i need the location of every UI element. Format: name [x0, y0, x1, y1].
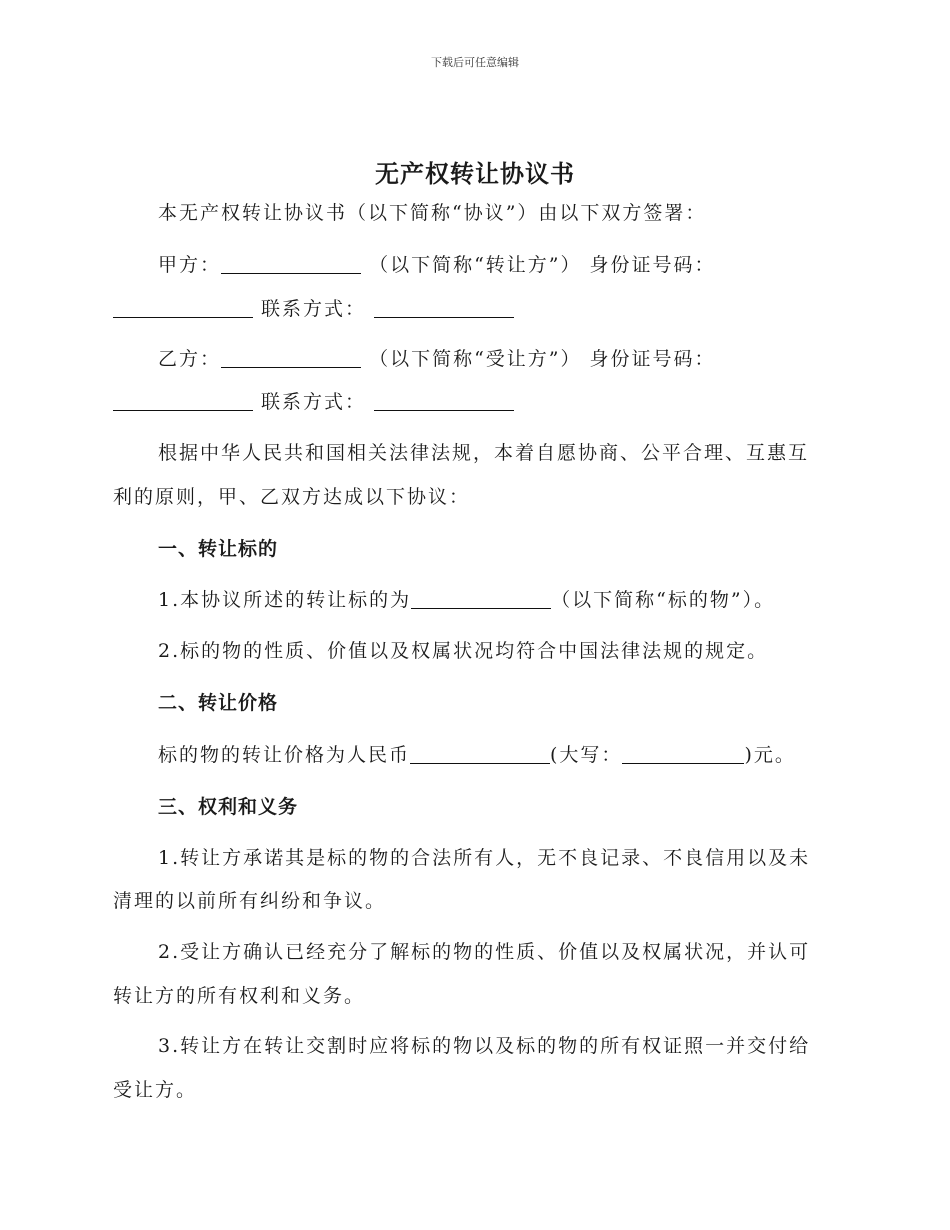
section-3-item-3-line-1: 3.转让方在转让交割时应将标的物以及标的物的所有权证照一并交付给 [158, 1035, 811, 1057]
price-unit: )元。 [744, 744, 796, 766]
section-1-item-1-alias: （以下简称“标的物”）。 [551, 589, 776, 611]
party-a-alias: （以下简称“转让方”） [369, 254, 582, 276]
party-a-contact-blank[interactable] [374, 298, 514, 318]
party-b-label: 乙方： [158, 348, 222, 370]
section-1-item-1-text: 1.本协议所述的转让标的为 [158, 589, 412, 611]
party-b-alias: （以下简称“受让方”） [369, 348, 582, 370]
section-3-item-3-line-2: 受让方。 [113, 1079, 198, 1101]
party-a-id-blank[interactable] [113, 298, 253, 318]
party-b-line [158, 344, 716, 371]
party-a-line [158, 250, 716, 277]
section-2-price-line [158, 740, 796, 767]
page-header: 下载后可任意编辑 [431, 56, 519, 69]
party-b-contact-blank[interactable] [374, 391, 514, 411]
subject-blank[interactable] [411, 589, 551, 609]
section-3-item-2-line-2: 转让方的所有权利和义务。 [113, 985, 366, 1007]
document-title: 无产权转让协议书 [375, 159, 575, 188]
basis-line-1: 根据中华人民共和国相关法律法规，本着自愿协商、公平合理、互惠互 [158, 442, 810, 464]
party-b-contact-label: 联系方式： [261, 391, 367, 413]
price-label: 标的物的转让价格为人民币 [158, 744, 411, 766]
party-a-name-blank[interactable] [221, 254, 361, 274]
section-3-item-2-line-1: 2.受让方确认已经充分了解标的物的性质、价值以及权属状况，并认可 [158, 941, 811, 963]
party-a-id-label: 身份证号码： [589, 254, 716, 276]
party-b-line-2 [113, 387, 514, 414]
party-b-id-blank[interactable] [113, 391, 253, 411]
party-a-label: 甲方： [158, 254, 222, 276]
section-3-item-1-line-1: 1.转让方承诺其是标的物的合法所有人，无不良记录、不良信用以及未 [158, 847, 811, 869]
section-1-heading: 一、转让标的 [158, 538, 279, 560]
section-2-heading: 二、转让价格 [158, 692, 279, 714]
price-number-blank[interactable] [410, 744, 550, 764]
intro-text: 本无产权转让协议书（以下简称“协议”）由以下双方签署： [158, 202, 707, 224]
section-3-heading: 三、权利和义务 [158, 796, 299, 818]
price-capital-blank[interactable] [622, 744, 744, 764]
basis-line-2: 利的原则，甲、乙双方达成以下协议： [113, 486, 471, 508]
intro-paragraph [158, 198, 706, 225]
price-capital-label: (大写： [550, 744, 623, 766]
party-a-line-2 [113, 294, 514, 321]
party-b-id-label: 身份证号码： [589, 348, 716, 370]
section-1-item-2: 2.标的物的性质、价值以及权属状况均符合中国法律法规的规定。 [158, 640, 769, 662]
party-b-name-blank[interactable] [221, 348, 361, 368]
section-3-item-1-line-2: 清理的以前所有纠纷和争议。 [113, 890, 387, 912]
section-1-item-1 [158, 585, 775, 612]
party-a-contact-label: 联系方式： [261, 298, 367, 320]
